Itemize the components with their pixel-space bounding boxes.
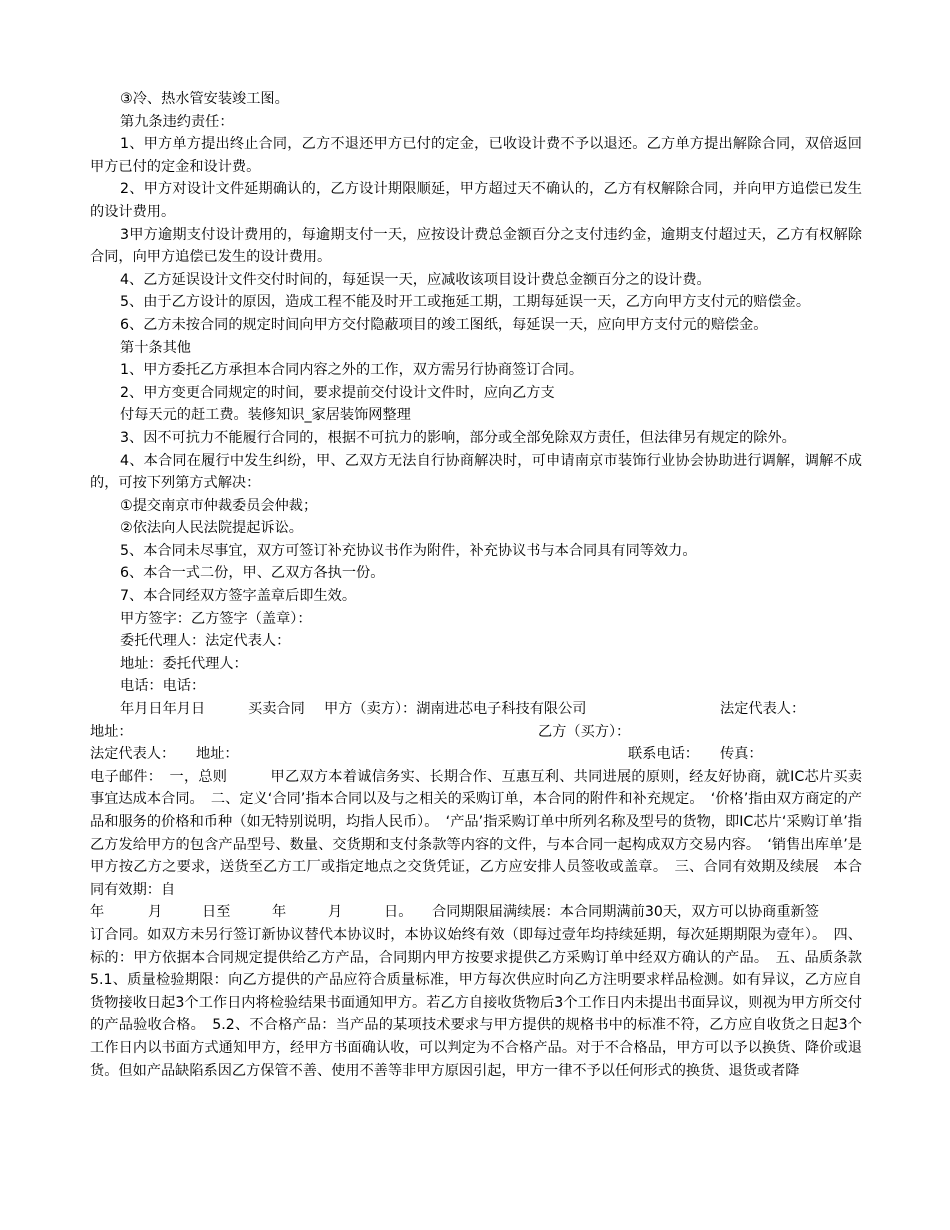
year-placeholder: 年: [90, 904, 105, 921]
day-placeholder: 日。: [384, 904, 413, 921]
paragraph: 7、本合同经双方签字盖章后即生效。: [120, 588, 357, 605]
seller-legal-rep-label: 法定代表人：: [720, 701, 806, 718]
contract-body: 订合同。如双方未另行签订新协议替代本协议时，本协议始终有效（即每过壹年均持续延期，每次延期期限为壹年）。 四、标的：甲方依据本合同规定提供给乙方产品，合同期内甲方按要求提供乙方采购订单中经双方确认的产品。 五、品质条款 5.1、质量检验期限：向乙方提供的产品应符合质量标准，甲方每次供应时向乙方注明要求样品检测。如有异议，乙方应自货物接收日起3个工作日内将检验结果书面通知甲方。若乙方自接收货物后3个工作日内未提出书面异议，则视为甲方所交付的产品验收合格。 5.2、不合格产品：当产品的某项技术要求与甲方提供的规格书中的标准不符，乙方应自收货之日起3个工作日内以书面方式通知甲方，经甲方书面确认收，可以判定为不合格产品。对于不合格品，甲方可以予以换货、降价或退货。但如产品缺陷系因乙方保管不善、使用不善等非甲方原因引起，甲方一律不予以任何形式的换货、退货或者降: [90, 926, 877, 1079]
contract-header-row-3: [90, 743, 862, 766]
phone-label: 联系电话：: [628, 746, 699, 763]
list-item: ①提交南京市仲裁委员会仲裁；: [120, 497, 318, 514]
buyer-address-label: 地址：: [196, 746, 239, 763]
contract-body: 电子邮件： 一，总则 甲乙双方本着诚信务实、长期合作、互惠互利、共同进展的原则，经友好协商，就IC芯片买卖事宜达成本合同。 二、定义‘合同’指本合同以及与之相关的采购订单，本合同的附件和补充规定。 ‘价格’指由双方商定的产品和服务的价格和币种（如无特别说明，均指人民币）。 ‘产品’指采购订单中所列名称及型号的货物，即IC芯片‘采购订单’指乙方发给甲方的包含产品型号、数量、交货期和支付条款等内容的文件，与本合同一起构成双方交易内容。 ‘销售出库单’是甲方按乙方之要求，送货至乙方工厂或指定地点之交货凭证，乙方应安排人员签收或盖章。 三、合同有效期及续展 本合同有效期：自: [90, 768, 862, 898]
paragraph: 3、因不可抗力不能履行合同的，根据不可抗力的影响，部分或全部免除双方责任，但法律另有规定的除外。: [120, 429, 796, 446]
signature-line: 委托代理人：法定代表人：: [120, 633, 291, 650]
section-heading: 第十条其他: [120, 339, 191, 356]
paragraph: 6、乙方未按合同的规定时间向甲方交付隐蔽项目的竣工图纸，每延误一天，应向甲方支付元的赔偿金。: [120, 316, 768, 333]
paragraph: 2、甲方对设计文件延期确认的，乙方设计期限顺延，甲方超过天不确认的，乙方有权解除合同，并向甲方追偿已发生的设计费用。: [90, 181, 862, 220]
paragraph: 1、甲方单方提出终止合同，乙方不退还甲方已付的定金，已收设计费不予以退还。乙方单方提出解除合同，双倍返回甲方已付的定金和设计费。: [90, 136, 862, 175]
contract-header-row-1: [90, 698, 862, 721]
paragraph: 2、甲方变更合同规定的时间，要求提前交付设计文件时，应向乙方支: [120, 384, 555, 401]
buyer-legal-rep-label: 法定代表人：: [90, 746, 176, 763]
paragraph: 5、本合同未尽事宜，双方可签订补充协议书作为附件，补充协议书与本合同具有同等效力。: [120, 542, 697, 559]
list-item: ②依法向人民法院提起诉讼。: [120, 520, 303, 537]
paragraph: 付每天元的赶工费。装修知识_家居装饰网整理: [120, 407, 411, 424]
day-placeholder: 日至: [202, 904, 231, 921]
validity-date-row: [90, 901, 862, 924]
signature-line: 电话：电话：: [120, 678, 206, 695]
signature-line: 地址：委托代理人：: [120, 655, 248, 672]
renewal-text: 合同期限届满续展：本合同期满前30天，双方可以协商重新签: [432, 904, 819, 921]
paragraph: 1、甲方委托乙方承担本合同内容之外的工作，双方需另行协商签订合同。: [120, 362, 584, 379]
contract-title: 买卖合同: [248, 701, 305, 718]
date-placeholder: 年月日年月日: [120, 701, 206, 718]
year-placeholder: 年: [272, 904, 287, 921]
paragraph: 3甲方逾期支付设计费用的，每逾期支付一天，应按设计费总金额百分之支付违约金，逾期支付超过天，乙方有权解除合同，向甲方追偿已发生的设计费用。: [90, 226, 862, 266]
contract-header-row-2: [90, 721, 862, 744]
paragraph: 4、本合同在履行中发生纠纷，甲、乙双方无法自行协商解决时，可申请南京市装饰行业协会协助进行调解，调解不成的，可按下列第方式解决：: [90, 452, 862, 492]
seller-address-label: 地址：: [90, 723, 133, 740]
month-placeholder: 月: [148, 904, 163, 921]
paragraph: 6、本合一式二份，甲、乙双方各执一份。: [120, 565, 385, 582]
paragraph: ③冷、热水管安装竣工图。: [120, 91, 289, 107]
document-page: [90, 88, 877, 1082]
section-heading: 第九条违约责任：: [120, 113, 234, 130]
seller-name: 甲方（卖方）：湖南进芯电子科技有限公司: [324, 701, 587, 718]
paragraph: 4、乙方延误设计文件交付时间的，每延误一天，应减收该项目设计费总金额百分之的设计费。: [120, 271, 711, 288]
buyer-label: 乙方（买方）：: [538, 723, 631, 740]
fax-label: 传真：: [720, 746, 763, 763]
signature-line: 甲方签字：乙方签字（盖章）：: [120, 610, 312, 627]
paragraph: 5、由于乙方设计的原因，造成工程不能及时开工或拖延工期，工期每延误一天，乙方向甲方支付元的赔偿金。: [120, 294, 811, 311]
month-placeholder: 月: [328, 904, 343, 921]
